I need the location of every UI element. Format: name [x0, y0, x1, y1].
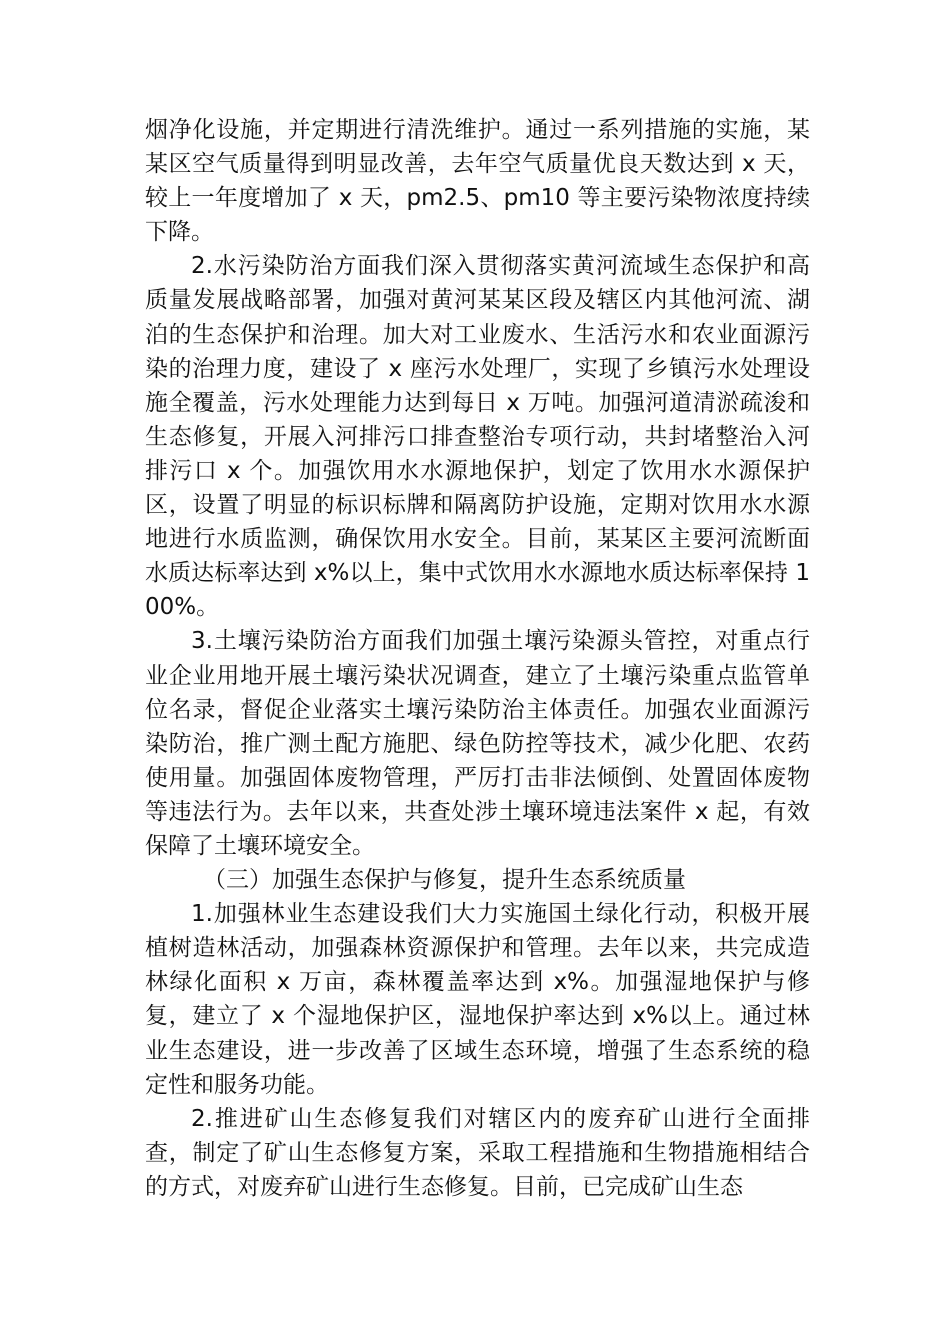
paragraph-water-pollution: 2.水污染防治方面我们深入贯彻落实黄河流域生态保护和高质量发展战略部署，加强对黄河某某区段及辖区内其他河流、湖泊的生态保护和治理。加大对工业废水、生活污水和农业面源污染的治理力度，建设了 x 座污水处理厂，实现了乡镇污水处理设施全覆盖，污水处理能力达到每日 x 万吨。加强河道清淤疏浚和生态修复，开展入河排污口排查整治专项行动，共封堵整治入河排污口 x 个。加强饮用水水源地保护，划定了饮用水水源保护区，设置了明显的标识标牌和隔离防护设施，定期对饮用水水源地进行水质监测，确保饮用水安全。目前，某某区主要河流断面水质达标率达到 x%以上，集中式饮用水水源地水质达标率保持 100%。 — [145, 253, 810, 621]
paragraph-forestry: 1.加强林业生态建设我们大力实施国土绿化行动，积极开展植树造林活动，加强森林资源保护和管理。去年以来，共完成造林绿化面积 x 万亩，森林覆盖率达到 x%。加强湿地保护与修复，建立了 x 个湿地保护区，湿地保护率达到 x%以上。通过林业生态建设，进一步改善了区域生态环境，增强了生态系统的稳定性和服务功能。 — [145, 901, 810, 1098]
paragraph-mine-restoration: 2.推进矿山生态修复我们对辖区内的废弃矿山进行全面排查，制定了矿山生态修复方案，采取工程措施和生物措施相结合的方式，对废弃矿山进行生态修复。目前，已完成矿山生态 — [145, 1105, 810, 1200]
section-heading-ecological-protection: （三）加强生态保护与修复，提升生态系统质量 — [203, 867, 686, 894]
paragraph-air-pollution-continued: 烟净化设施，并定期进行清洗维护。通过一系列措施的实施，某某区空气质量得到明显改善，去年空气质量优良天数达到 x 天，较上一年度增加了 x 天，pm2.5、pm10 等主要污染物浓度持续下降。 — [145, 117, 810, 246]
paragraph-soil-pollution: 3.土壤污染防治方面我们加强土壤污染源头管控，对重点行业企业用地开展土壤污染状况调查，建立了土壤污染重点监管单位名录，督促企业落实土壤污染防治主体责任。加强农业面源污染防治，推广测土配方施肥、绿色防控等技术，减少化肥、农药使用量。加强固体废物管理，严厉打击非法倾倒、处置固体废物等违法行为。去年以来，共查处涉土壤环境违法案件 x 起，有效保障了土壤环境安全。 — [145, 628, 810, 859]
